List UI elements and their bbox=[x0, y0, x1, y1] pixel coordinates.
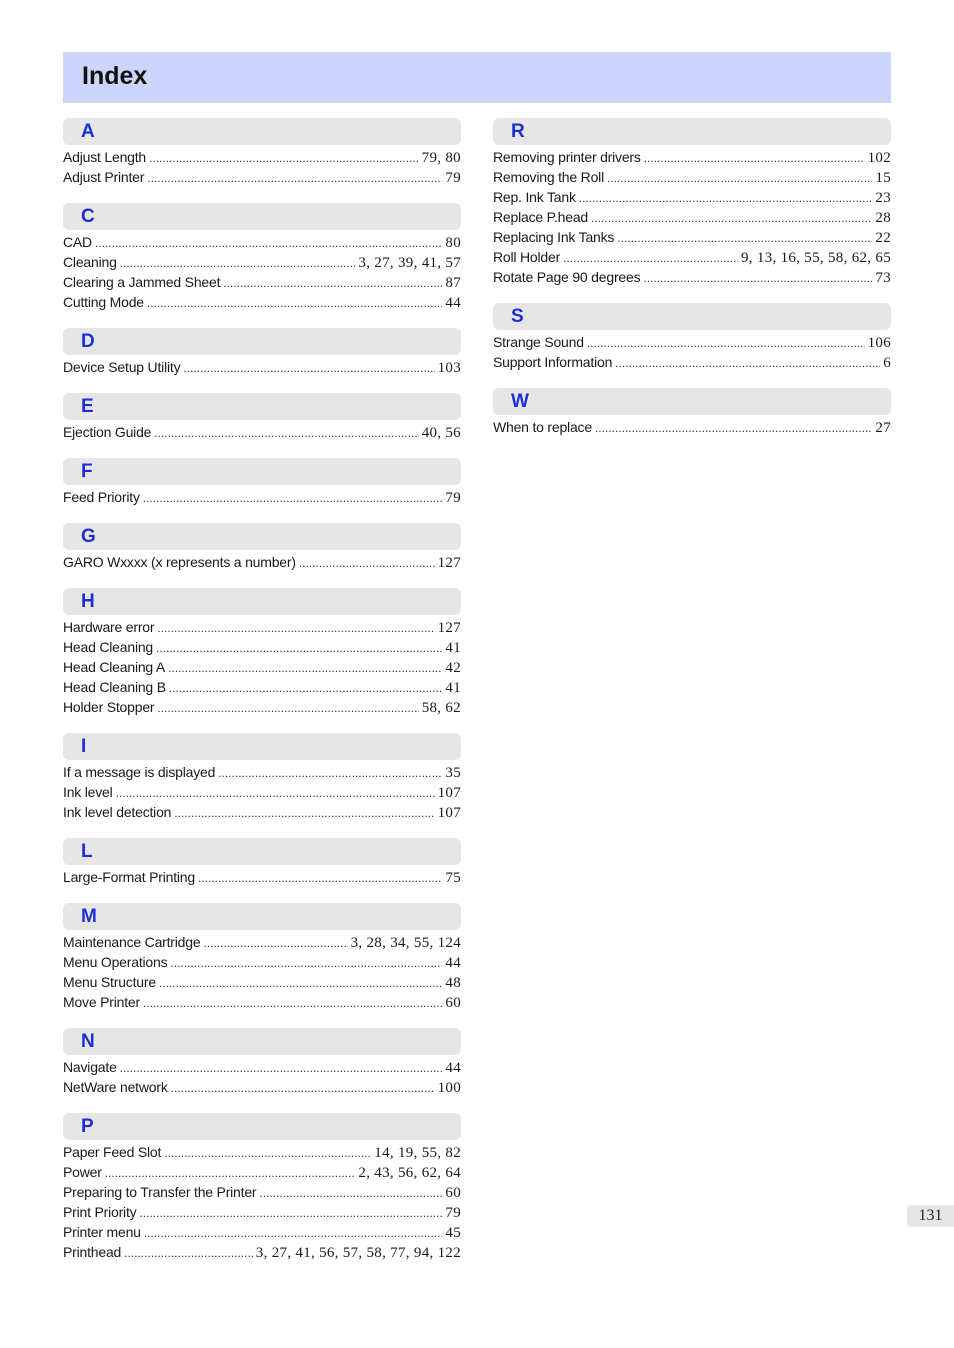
dot-leader bbox=[147, 293, 443, 313]
page-references[interactable]: 127 bbox=[437, 620, 461, 636]
index-entry[interactable] bbox=[63, 802, 461, 822]
dot-leader bbox=[116, 783, 435, 803]
page-references[interactable]: 3, 27, 41, 56, 57, 58, 77, 94, 122 bbox=[255, 1245, 461, 1261]
index-section-f bbox=[63, 458, 461, 507]
index-term: Replacing Ink Tanks bbox=[493, 229, 615, 245]
page-references[interactable]: 107 bbox=[437, 805, 461, 821]
section-letter-bar bbox=[63, 1113, 461, 1140]
index-entry[interactable] bbox=[493, 417, 891, 437]
index-term: Menu Structure bbox=[63, 974, 156, 990]
page-references[interactable]: 103 bbox=[437, 360, 461, 376]
dot-leader bbox=[203, 933, 347, 953]
page-references[interactable]: 127 bbox=[437, 555, 461, 571]
index-entry[interactable] bbox=[493, 247, 891, 267]
section-letter-bar bbox=[63, 733, 461, 760]
page-references[interactable]: 35 bbox=[445, 765, 461, 781]
index-section-c bbox=[63, 203, 461, 312]
dot-leader bbox=[143, 993, 442, 1013]
index-term: Holder Stopper bbox=[63, 699, 155, 715]
index-term: Hardware error bbox=[63, 619, 155, 635]
index-term: Adjust Printer bbox=[63, 169, 145, 185]
section-letter: W bbox=[511, 391, 529, 412]
dot-leader bbox=[643, 268, 872, 288]
index-entry[interactable] bbox=[63, 617, 461, 637]
dot-leader bbox=[591, 208, 872, 228]
index-entry[interactable] bbox=[493, 227, 891, 247]
index-entry[interactable] bbox=[63, 252, 461, 272]
index-entry[interactable] bbox=[63, 972, 461, 992]
index-term: Rep. Ink Tank bbox=[493, 189, 576, 205]
section-letter: R bbox=[511, 121, 525, 142]
index-term: Removing printer drivers bbox=[493, 149, 641, 165]
index-term: Clearing a Jammed Sheet bbox=[63, 274, 221, 290]
index-entry[interactable] bbox=[63, 357, 461, 377]
dot-leader bbox=[156, 638, 442, 658]
index-term: CAD bbox=[63, 234, 92, 250]
page-references[interactable]: 23 bbox=[875, 190, 891, 206]
page-references[interactable]: 3, 27, 39, 41, 57 bbox=[358, 255, 461, 271]
index-term: Strange Sound bbox=[493, 334, 584, 350]
index-entry[interactable] bbox=[63, 1202, 461, 1222]
page-references[interactable]: 79 bbox=[445, 170, 461, 186]
dot-leader bbox=[587, 333, 865, 353]
dot-leader bbox=[164, 1143, 371, 1163]
index-entry[interactable] bbox=[63, 1057, 461, 1077]
page-references[interactable]: 15 bbox=[875, 170, 891, 186]
dot-leader bbox=[615, 353, 880, 373]
section-letter: A bbox=[81, 121, 95, 142]
index-term: If a message is displayed bbox=[63, 764, 216, 780]
dot-leader bbox=[183, 358, 434, 378]
index-term: Head Cleaning bbox=[63, 639, 154, 655]
index-section-p bbox=[63, 1113, 461, 1262]
index-term: Navigate bbox=[63, 1059, 117, 1075]
index-entry[interactable] bbox=[63, 637, 461, 657]
page-references[interactable]: 22 bbox=[875, 230, 891, 246]
index-term: Support Information bbox=[493, 354, 613, 370]
section-letter-bar bbox=[493, 118, 891, 145]
index-entry[interactable] bbox=[63, 762, 461, 782]
index-column-left bbox=[63, 118, 461, 1278]
page-references[interactable]: 27 bbox=[875, 420, 891, 436]
section-letter: C bbox=[81, 206, 95, 227]
index-term: Print Priority bbox=[63, 1204, 137, 1220]
dot-leader bbox=[95, 233, 442, 253]
dot-leader bbox=[139, 1203, 442, 1223]
dot-leader bbox=[144, 1223, 443, 1243]
index-term: Device Setup Utility bbox=[63, 359, 181, 375]
dot-leader bbox=[299, 553, 435, 573]
index-entry[interactable] bbox=[493, 267, 891, 287]
index-term: Cutting Mode bbox=[63, 294, 144, 310]
section-letter-bar bbox=[63, 203, 461, 230]
page-references[interactable]: 102 bbox=[867, 150, 891, 166]
dot-leader bbox=[157, 698, 418, 718]
page-references[interactable]: 79 bbox=[445, 1205, 461, 1221]
index-entry[interactable] bbox=[493, 147, 891, 167]
index-term: Roll Holder bbox=[493, 249, 561, 265]
dot-leader bbox=[579, 188, 873, 208]
section-letter: D bbox=[81, 331, 95, 352]
index-entry[interactable] bbox=[63, 1222, 461, 1242]
index-entry[interactable] bbox=[63, 292, 461, 312]
page-title: Index bbox=[82, 62, 148, 90]
index-entry[interactable] bbox=[63, 782, 461, 802]
index-section-g bbox=[63, 523, 461, 572]
section-letter: G bbox=[81, 526, 96, 547]
index-term: Cleaning bbox=[63, 254, 117, 270]
section-letter-bar bbox=[63, 838, 461, 865]
section-letter-bar bbox=[63, 523, 461, 550]
section-letter: E bbox=[81, 396, 94, 417]
index-entry[interactable] bbox=[493, 187, 891, 207]
index-entry[interactable] bbox=[63, 952, 461, 972]
index-term: Large-Format Printing bbox=[63, 869, 195, 885]
index-entry[interactable] bbox=[63, 272, 461, 292]
index-term: Printer menu bbox=[63, 1224, 141, 1240]
page-references[interactable]: 75 bbox=[445, 870, 461, 886]
index-entry[interactable] bbox=[63, 657, 461, 677]
page-references[interactable]: 60 bbox=[445, 1185, 461, 1201]
index-section-h bbox=[63, 588, 461, 717]
index-section-e bbox=[63, 393, 461, 442]
index-term: Removing the Roll bbox=[493, 169, 604, 185]
index-term: Maintenance Cartridge bbox=[63, 934, 201, 950]
index-entry[interactable] bbox=[63, 1162, 461, 1182]
dot-leader bbox=[120, 253, 356, 273]
section-letter-bar bbox=[63, 393, 461, 420]
page-references[interactable]: 107 bbox=[437, 785, 461, 801]
section-letter-bar bbox=[63, 328, 461, 355]
page-references[interactable]: 100 bbox=[437, 1080, 461, 1096]
dot-leader bbox=[157, 618, 434, 638]
page-references[interactable]: 80 bbox=[445, 235, 461, 251]
index-entry[interactable] bbox=[63, 677, 461, 697]
dot-leader bbox=[617, 228, 872, 248]
dot-leader bbox=[120, 1058, 443, 1078]
section-letter: H bbox=[81, 591, 95, 612]
dot-leader bbox=[259, 1183, 442, 1203]
index-column-right bbox=[493, 118, 891, 453]
index-term: Ejection Guide bbox=[63, 424, 152, 440]
page-references[interactable]: 44 bbox=[445, 1060, 461, 1076]
index-section-m bbox=[63, 903, 461, 1012]
section-letter-bar bbox=[63, 588, 461, 615]
section-letter-bar bbox=[63, 1028, 461, 1055]
dot-leader bbox=[223, 273, 442, 293]
index-entry[interactable] bbox=[493, 207, 891, 227]
section-letter: N bbox=[81, 1031, 95, 1052]
section-letter: I bbox=[81, 736, 87, 757]
page-references[interactable]: 6 bbox=[883, 355, 891, 371]
dot-leader bbox=[124, 1243, 253, 1263]
index-term: Ink level bbox=[63, 784, 113, 800]
page-references[interactable]: 44 bbox=[445, 955, 461, 971]
index-entry[interactable] bbox=[63, 1242, 461, 1262]
index-entry[interactable] bbox=[493, 352, 891, 372]
index-term: Adjust Length bbox=[63, 149, 147, 165]
page-references[interactable]: 58, 62 bbox=[421, 700, 461, 716]
index-term: Head Cleaning B bbox=[63, 679, 166, 695]
page-number: 131 bbox=[907, 1205, 954, 1227]
index-term: When to replace bbox=[493, 419, 592, 435]
page-references[interactable]: 45 bbox=[445, 1225, 461, 1241]
dot-leader bbox=[147, 168, 442, 188]
index-entry[interactable] bbox=[63, 487, 461, 507]
page-references[interactable]: 48 bbox=[445, 975, 461, 991]
page-references[interactable]: 3, 28, 34, 55, 124 bbox=[350, 935, 461, 951]
dot-leader bbox=[563, 248, 738, 268]
dot-leader bbox=[644, 148, 865, 168]
page-references[interactable]: 44 bbox=[445, 295, 461, 311]
index-entry[interactable] bbox=[63, 147, 461, 167]
section-letter-bar bbox=[493, 388, 891, 415]
index-section-s bbox=[493, 303, 891, 372]
index-entry[interactable] bbox=[63, 167, 461, 187]
index-entry[interactable] bbox=[63, 422, 461, 442]
index-entry[interactable] bbox=[63, 867, 461, 887]
dot-leader bbox=[159, 973, 442, 993]
index-section-r bbox=[493, 118, 891, 287]
page-references[interactable]: 106 bbox=[867, 335, 891, 351]
page-references[interactable]: 40, 56 bbox=[421, 425, 461, 441]
index-term: Head Cleaning A bbox=[63, 659, 166, 675]
page-references[interactable]: 2, 43, 56, 62, 64 bbox=[358, 1165, 461, 1181]
index-section-a bbox=[63, 118, 461, 187]
dot-leader bbox=[174, 803, 434, 823]
index-section-l bbox=[63, 838, 461, 887]
dot-leader bbox=[169, 678, 443, 698]
page-references[interactable]: 14, 19, 55, 82 bbox=[374, 1145, 461, 1161]
index-entry[interactable] bbox=[63, 232, 461, 252]
page-references[interactable]: 41 bbox=[445, 640, 461, 656]
index-entry[interactable] bbox=[63, 932, 461, 952]
dot-leader bbox=[149, 148, 419, 168]
index-term: Paper Feed Slot bbox=[63, 1144, 162, 1160]
index-entry[interactable] bbox=[63, 1077, 461, 1097]
index-entry[interactable] bbox=[63, 552, 461, 572]
page-references[interactable]: 9, 13, 16, 55, 58, 62, 65 bbox=[741, 250, 891, 266]
index-term: NetWare network bbox=[63, 1079, 168, 1095]
index-term: Move Printer bbox=[63, 994, 140, 1010]
index-term: Power bbox=[63, 1164, 102, 1180]
section-letter: L bbox=[81, 841, 93, 862]
section-letter-bar bbox=[63, 118, 461, 145]
page-references[interactable]: 79 bbox=[445, 490, 461, 506]
dot-leader bbox=[170, 953, 442, 973]
page-references[interactable]: 28 bbox=[875, 210, 891, 226]
index-term: GARO Wxxxx (x represents a number) bbox=[63, 554, 296, 570]
index-entry[interactable] bbox=[63, 1142, 461, 1162]
section-letter-bar bbox=[63, 458, 461, 485]
section-letter: M bbox=[81, 906, 97, 927]
index-entry[interactable] bbox=[63, 697, 461, 717]
dot-leader bbox=[105, 1163, 356, 1183]
page-references[interactable]: 73 bbox=[875, 270, 891, 286]
index-entry[interactable] bbox=[63, 992, 461, 1012]
page-references[interactable]: 87 bbox=[445, 275, 461, 291]
section-letter-bar bbox=[63, 903, 461, 930]
index-section-n bbox=[63, 1028, 461, 1097]
index-term: Menu Operations bbox=[63, 954, 168, 970]
index-entry[interactable] bbox=[493, 167, 891, 187]
page-header bbox=[63, 52, 891, 105]
index-section-i bbox=[63, 733, 461, 822]
section-letter-bar bbox=[493, 303, 891, 330]
section-letter: F bbox=[81, 461, 93, 482]
page-references[interactable]: 42 bbox=[445, 660, 461, 676]
section-letter: P bbox=[81, 1116, 94, 1137]
index-term: Feed Priority bbox=[63, 489, 140, 505]
index-entry[interactable] bbox=[493, 332, 891, 352]
dot-leader bbox=[168, 658, 442, 678]
dot-leader bbox=[218, 763, 442, 783]
dot-leader bbox=[595, 418, 872, 438]
index-section-w bbox=[493, 388, 891, 437]
section-letter: S bbox=[511, 306, 524, 327]
index-term: Replace P.head bbox=[493, 209, 589, 225]
index-entry[interactable] bbox=[63, 1182, 461, 1202]
dot-leader bbox=[607, 168, 872, 188]
dot-leader bbox=[143, 488, 443, 508]
index-term: Rotate Page 90 degrees bbox=[493, 269, 641, 285]
dot-leader bbox=[154, 423, 418, 443]
page-references[interactable]: 79, 80 bbox=[421, 150, 461, 166]
dot-leader bbox=[198, 868, 442, 888]
page-references[interactable]: 41 bbox=[445, 680, 461, 696]
index-term: Printhead bbox=[63, 1244, 122, 1260]
index-term: Preparing to Transfer the Printer bbox=[63, 1184, 257, 1200]
index-section-d bbox=[63, 328, 461, 377]
dot-leader bbox=[171, 1078, 435, 1098]
page-references[interactable]: 60 bbox=[445, 995, 461, 1011]
index-term: Ink level detection bbox=[63, 804, 172, 820]
